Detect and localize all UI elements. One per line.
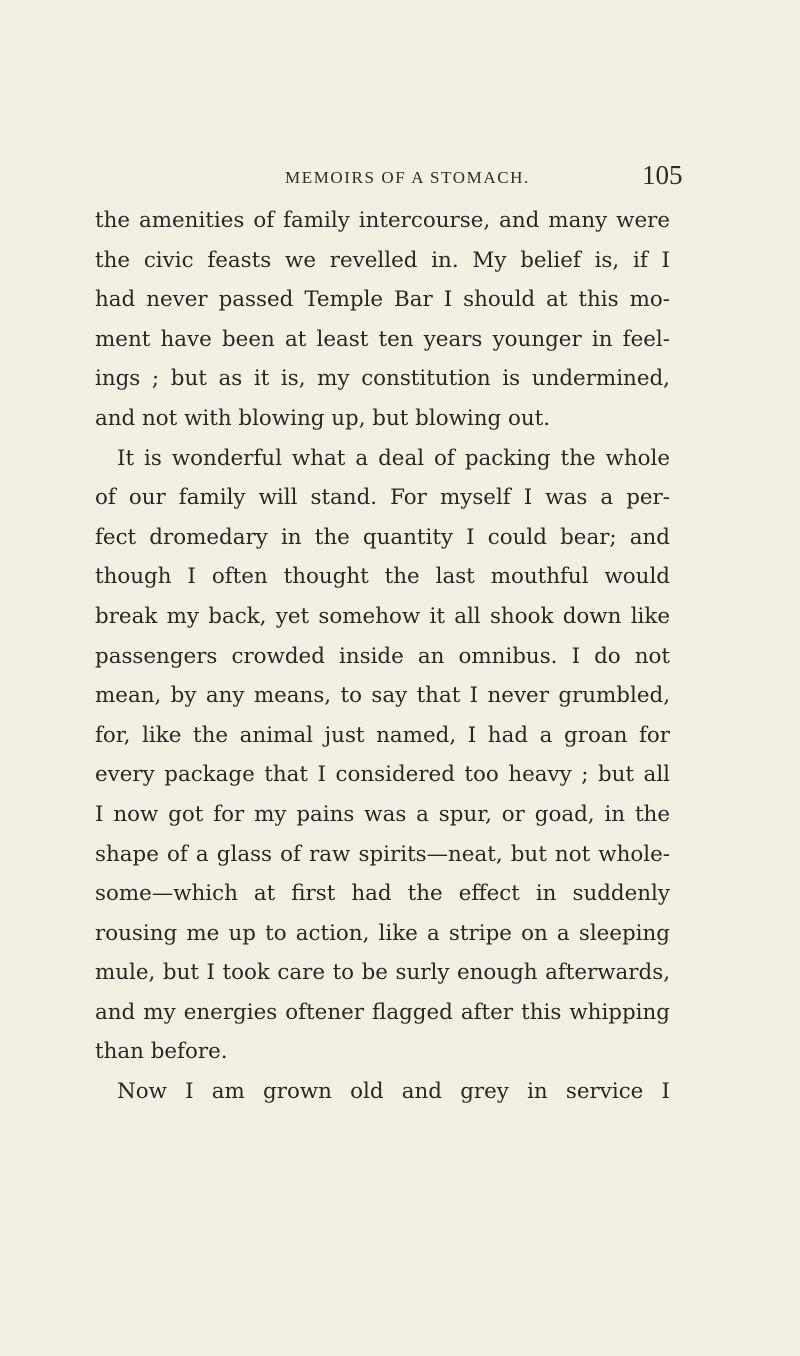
text-line: the civic feasts we revelled in. My belief is, if I xyxy=(95,247,670,273)
text-line: had never passed Temple Bar I should at this mo- xyxy=(95,287,670,313)
text-line: ment have been at least ten years younger in feel- xyxy=(95,326,670,352)
text-line: of our family will stand. For myself I was a per- xyxy=(95,485,670,511)
text-line: ings ; but as it is, my constitution is undermined, xyxy=(95,366,670,392)
text-line: every package that I considered too heavy ; but all xyxy=(95,762,670,788)
running-head-title: MEMOIRS OF A STOMACH. xyxy=(285,168,530,187)
text-line: some—which at first had the effect in suddenly xyxy=(95,881,670,907)
text-line: It is wonderful what a deal of packing the whole xyxy=(117,445,670,471)
running-head xyxy=(0,160,800,190)
text-line: passengers crowded inside an omnibus. I do not xyxy=(95,643,670,669)
text-line: though I often thought the last mouthful would xyxy=(95,564,670,590)
text-line: Now I am grown old and grey in service I xyxy=(117,1079,670,1105)
text-line: break my back, yet somehow it all shook down like xyxy=(95,603,670,629)
text-line: mule, but I took care to be surly enough afterwards, xyxy=(95,960,670,986)
text-line: the amenities of family intercourse, and many were xyxy=(95,208,670,233)
text-line: shape of a glass of raw spirits—neat, but not whole- xyxy=(95,841,670,867)
text-line: rousing me up to action, like a stripe on a sleeping xyxy=(95,920,670,946)
text-line: I now got for my pains was a spur, or goad, in the xyxy=(95,801,670,827)
text-line: and my energies oftener flagged after this whipping xyxy=(95,999,670,1025)
page-number: 105 xyxy=(642,160,683,190)
body-text xyxy=(95,201,670,1112)
text-line: than before. xyxy=(95,1039,228,1065)
text-line: and not with blowing up, but blowing out. xyxy=(95,405,551,431)
text-line: mean, by any means, to say that I never grumbled, xyxy=(95,683,670,709)
text-line: fect dromedary in the quantity I could bear; and xyxy=(95,524,670,550)
text-line: for, like the animal just named, I had a groan for xyxy=(95,722,670,748)
